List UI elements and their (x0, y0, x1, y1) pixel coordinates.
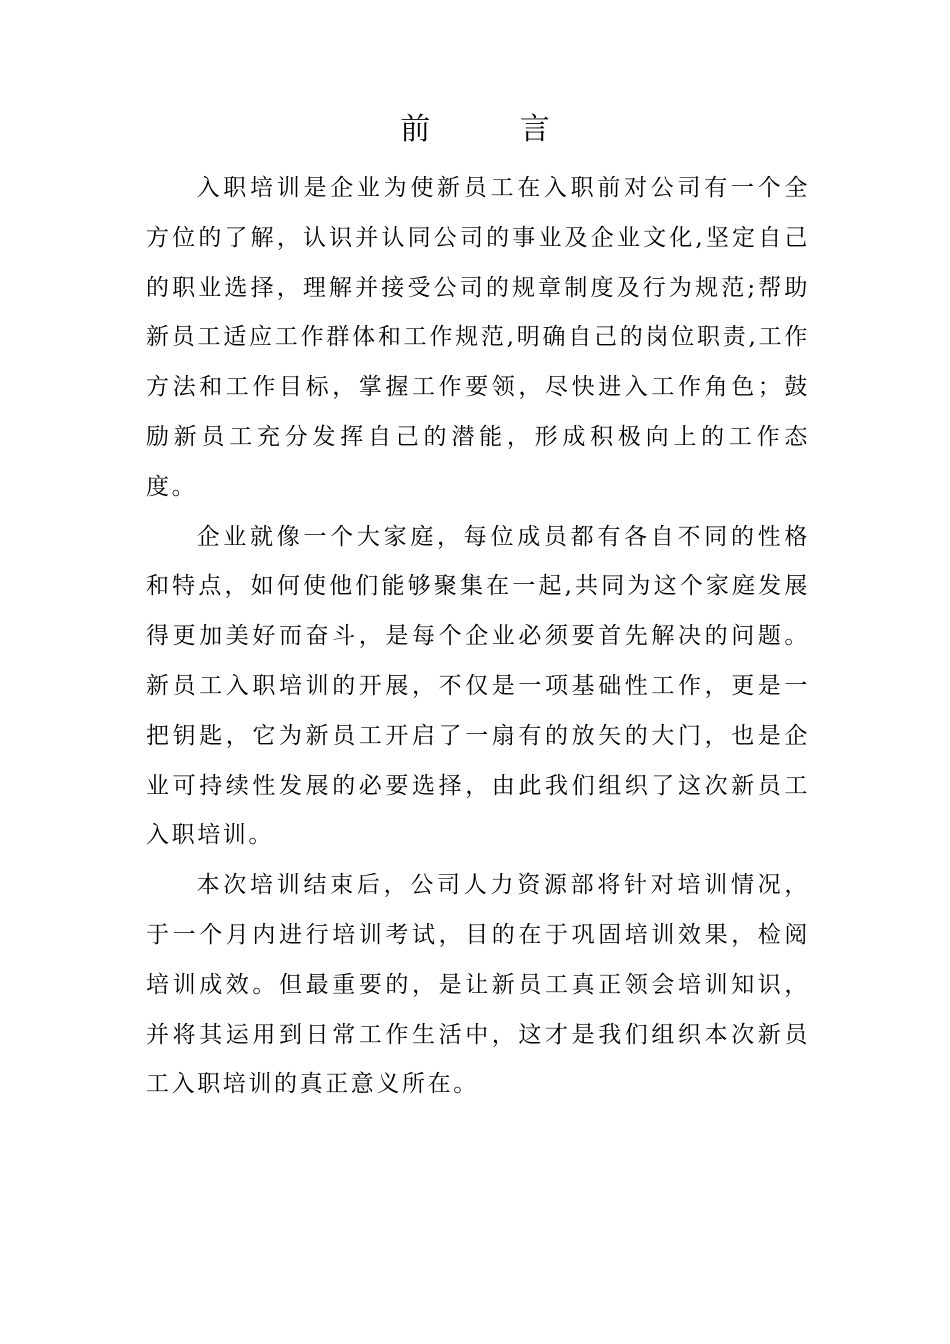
document-body (146, 164, 810, 1110)
page-title: 前 言 (400, 112, 590, 147)
paragraph-1: 入职培训是企业为使新员工在入职前对公司有一个全方位的了解，认识并认同公司的事业及企业文化,坚定自己的职业选择，理解并接受公司的规章制度及行为规范;帮助新员工适应工作群体和工作规范,明确自己的岗位职责,工作方法和工作目标，掌握工作要领，尽快进入工作角色；鼓励新员工充分发挥自己的潜能，形成积极向上的工作态度。 (146, 175, 810, 500)
paragraph-2: 企业就像一个大家庭，每位成员都有各自不同的性格和特点，如何使他们能够聚集在一起,共同为这个家庭发展得更加美好而奋斗，是每个企业必须要首先解决的问题。新员工入职培训的开展，不仅是一项基础性工作，更是一把钥匙，它为新员工开启了一扇有的放矢的大门，也是企业可持续性发展的必要选择，由此我们组织了这次新员工入职培训。 (146, 523, 810, 849)
paragraph-3: 本次培训结束后，公司人力资源部将针对培训情况，于一个月内进行培训考试，目的在于巩固培训效果，检阅培训成效。但最重要的，是让新员工真正领会培训知识，并将其运用到日常工作生活中，这才是我们组织本次新员工入职培训的真正意义所在。 (146, 872, 810, 1098)
